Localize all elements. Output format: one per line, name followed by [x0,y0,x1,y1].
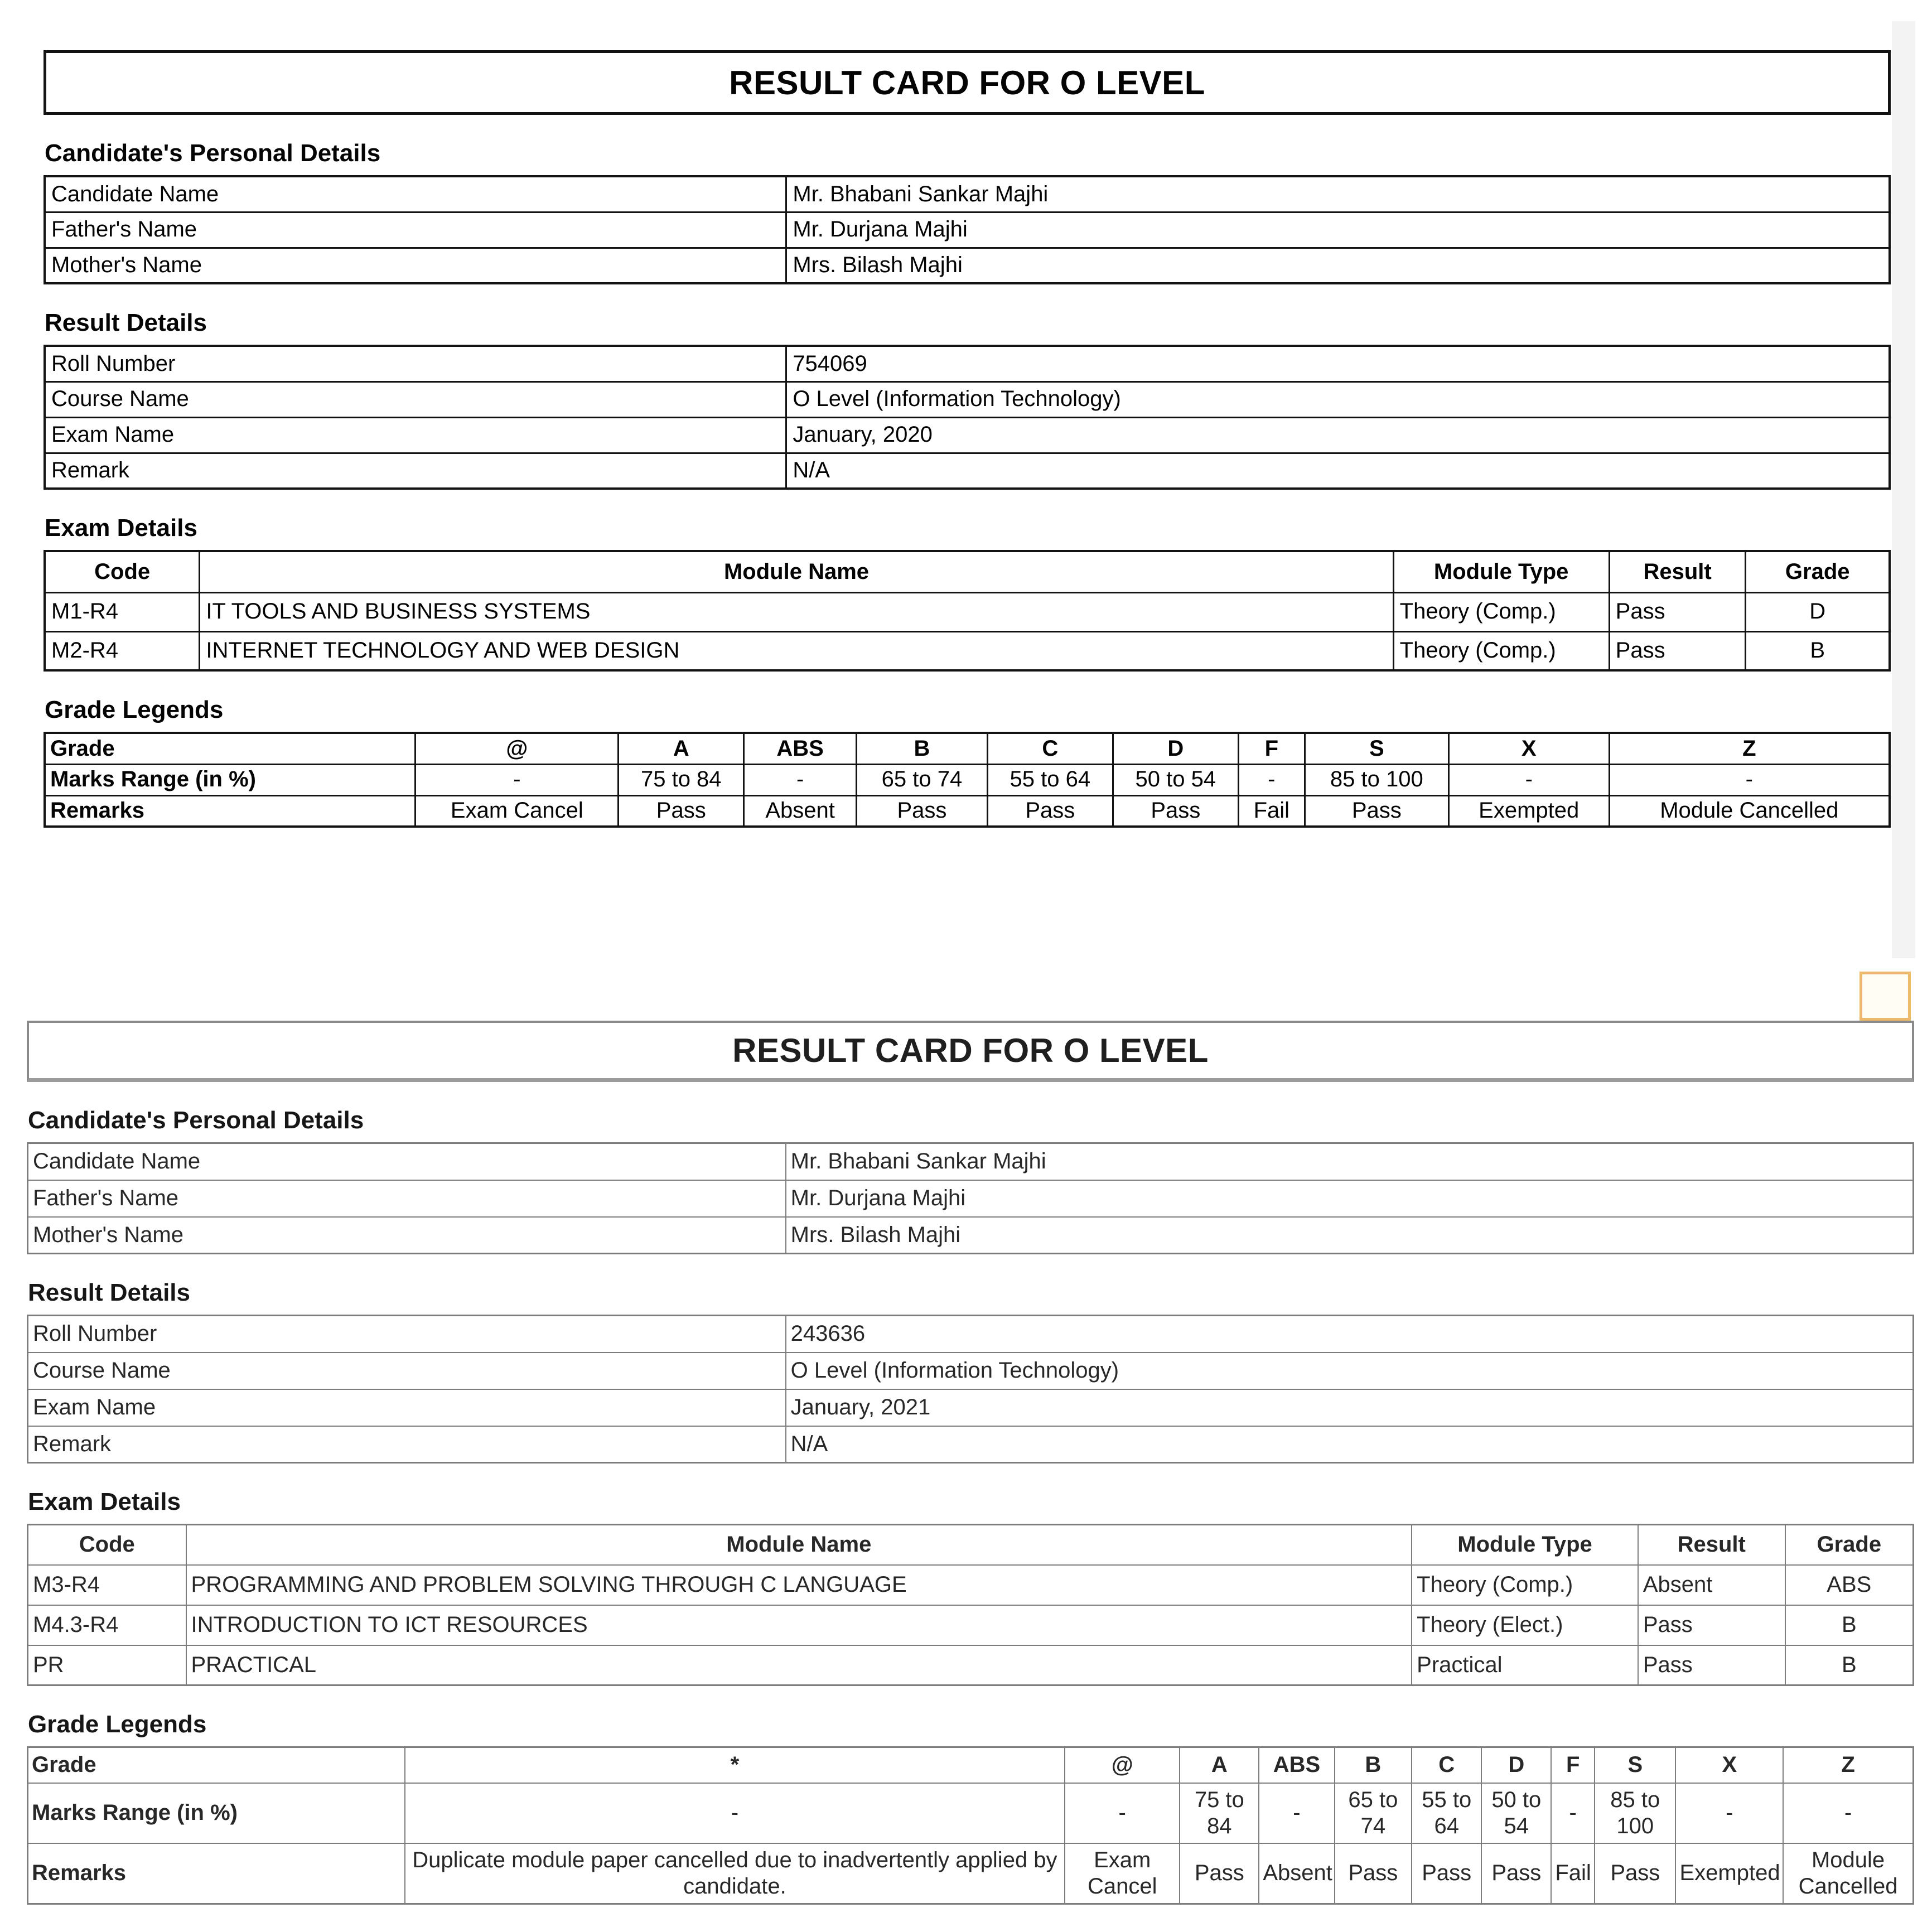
card1-exam-heading: Exam Details [45,514,197,542]
card2-personal-heading: Candidate's Personal Details [28,1107,364,1134]
remark: Module Cancelled [1783,1843,1913,1904]
grade-header: * [405,1747,1065,1783]
card1-result-heading: Result Details [45,309,207,336]
marks-range: - [1783,1783,1913,1843]
cell-module-name: PROGRAMMING AND PROBLEM SOLVING THROUGH C LANGUAGE [186,1565,1412,1605]
row-label: Candidate Name [28,1143,786,1180]
col-header-grade: Grade [1785,1525,1914,1565]
cell-code: M1-R4 [45,592,200,631]
remark: Pass [1595,1843,1675,1904]
table-row [28,1426,1914,1463]
cell-result: Pass [1638,1605,1785,1645]
card2-result-heading: Result Details [28,1279,190,1306]
remark: Exam Cancel [416,795,619,827]
row-value: 754069 [786,346,1890,381]
remark: Pass [987,795,1113,827]
table-row [28,1143,1914,1180]
row-value: O Level (Information Technology) [786,1353,1914,1389]
grade-header: D [1481,1747,1551,1783]
scrollbar-track[interactable] [1892,21,1915,958]
row-value: O Level (Information Technology) [786,381,1890,417]
grade-header: S [1305,733,1448,764]
cell-code: M3-R4 [28,1565,186,1605]
cell-module-type: Theory (Comp.) [1412,1565,1638,1605]
cell-code: M4.3-R4 [28,1605,186,1645]
row-label: Course Name [28,1353,786,1389]
legend-remarks-label: Remarks [45,795,416,827]
cell-grade: B [1785,1605,1914,1645]
remark: Exam Cancel [1065,1843,1180,1904]
grade-header: @ [1065,1747,1180,1783]
card2-personal-table [27,1142,1914,1254]
marks-range: - [1551,1783,1595,1843]
remark: Pass [1180,1843,1259,1904]
grade-header: D [1113,733,1238,764]
cell-result: Pass [1609,592,1746,631]
row-label: Course Name [45,381,786,417]
result-card-1 [44,50,1891,828]
grade-header: B [1335,1747,1412,1783]
cell-module-type: Theory (Elect.) [1412,1605,1638,1645]
remark: Absent [1259,1843,1334,1904]
marks-range: - [405,1783,1065,1843]
grade-header: @ [416,733,619,764]
remark: Pass [1305,795,1448,827]
remark: Exempted [1448,795,1609,827]
row-label: Father's Name [45,212,786,248]
marks-range: - [416,764,619,795]
grade-header: A [619,733,744,764]
card1-exam-table [44,550,1891,672]
table-row [28,1645,1914,1685]
row-label: Mother's Name [28,1217,786,1254]
legend-remarks-label: Remarks [28,1843,405,1904]
card1-personal-heading: Candidate's Personal Details [45,139,381,167]
row-value: Mrs. Bilash Majhi [786,1217,1914,1254]
card2-legends-heading: Grade Legends [28,1711,207,1738]
table-row [45,212,1890,248]
row-value: Mr. Durjana Majhi [786,212,1890,248]
grade-header: ABS [1259,1747,1334,1783]
row-value: January, 2021 [786,1389,1914,1426]
row-label: Remark [45,453,786,489]
cell-module-name: PRACTICAL [186,1645,1412,1685]
marks-range: 50 to 54 [1113,764,1238,795]
card1-personal-table [44,175,1891,284]
cell-result: Pass [1638,1645,1785,1685]
remark: Absent [744,795,857,827]
card1-grade-legends-table [44,732,1891,828]
col-header-code: Code [28,1525,186,1565]
grade-header: Z [1609,733,1890,764]
row-value: Mr. Durjana Majhi [786,1180,1914,1217]
grade-header: A [1180,1747,1259,1783]
cell-module-name: INTERNET TECHNOLOGY AND WEB DESIGN [200,631,1393,670]
cell-result: Pass [1609,631,1746,670]
cell-module-type: Practical [1412,1645,1638,1685]
card2-title: RESULT CARD FOR O LEVEL [732,1032,1209,1069]
grade-header: F [1238,733,1305,764]
remark: Pass [1335,1843,1412,1904]
table-row [28,1783,1914,1843]
row-label: Remark [28,1426,786,1463]
remark: Pass [1113,795,1238,827]
marks-range: - [744,764,857,795]
table-row [45,176,1890,212]
col-header-module-type: Module Type [1412,1525,1638,1565]
marks-range: - [1609,764,1890,795]
marks-range: - [1238,764,1305,795]
legend-marks-label: Marks Range (in %) [28,1783,405,1843]
table-row [45,631,1890,670]
cell-code: PR [28,1645,186,1685]
remark: Fail [1551,1843,1595,1904]
row-label: Mother's Name [45,248,786,283]
cell-module-type: Theory (Comp.) [1393,592,1609,631]
table-row [28,1605,1914,1645]
table-row [45,381,1890,417]
table-row [28,1389,1914,1426]
marks-range: - [1675,1783,1783,1843]
table-header-row [28,1747,1914,1783]
col-header-grade: Grade [1746,551,1890,592]
table-row [45,453,1890,489]
table-row [45,417,1890,453]
cell-module-name: INTRODUCTION TO ICT RESOURCES [186,1605,1412,1645]
legend-grade-label: Grade [45,733,416,764]
marks-range: 85 to 100 [1595,1783,1675,1843]
table-row [45,764,1890,795]
table-header-row [45,733,1890,764]
table-row [45,346,1890,381]
table-row [28,1316,1914,1353]
cell-module-name: IT TOOLS AND BUSINESS SYSTEMS [200,592,1393,631]
col-header-module-name: Module Name [200,551,1393,592]
table-row [28,1217,1914,1254]
grade-header: S [1595,1747,1675,1783]
table-row [45,592,1890,631]
marks-range: 65 to 74 [1335,1783,1412,1843]
cell-grade: B [1746,631,1890,670]
marks-range: 55 to 64 [987,764,1113,795]
table-row [28,1843,1914,1904]
table-row [28,1565,1914,1605]
remark: Pass [1481,1843,1551,1904]
table-row [45,248,1890,283]
remark: Pass [1412,1843,1481,1904]
result-card-2 [27,1021,1914,1905]
marks-range: 55 to 64 [1412,1783,1481,1843]
remark: Pass [619,795,744,827]
grade-header: F [1551,1747,1595,1783]
row-value: Mr. Bhabani Sankar Majhi [786,176,1890,212]
row-label: Roll Number [45,346,786,381]
card2-result-table [27,1315,1914,1464]
legend-grade-label: Grade [28,1747,405,1783]
card1-legends-heading: Grade Legends [45,696,224,723]
row-value: January, 2020 [786,417,1890,453]
table-header-row [45,551,1890,592]
table-row [28,1180,1914,1217]
legend-marks-label: Marks Range (in %) [45,764,416,795]
col-header-result: Result [1609,551,1746,592]
marks-range: - [1065,1783,1180,1843]
row-label: Roll Number [28,1316,786,1353]
col-header-result: Result [1638,1525,1785,1565]
remark: Exempted [1675,1843,1783,1904]
remark: Module Cancelled [1609,795,1890,827]
marks-range: - [1259,1783,1334,1843]
table-row [28,1353,1914,1389]
card1-title-box [44,50,1891,115]
card2-title-box [27,1021,1914,1082]
col-header-module-name: Module Name [186,1525,1412,1565]
row-value: 243636 [786,1316,1914,1353]
row-value: Mr. Bhabani Sankar Majhi [786,1143,1914,1180]
row-label: Exam Name [28,1389,786,1426]
focus-highlight-box [1859,972,1911,1021]
row-label: Exam Name [45,417,786,453]
grade-header: B [857,733,988,764]
remark: Fail [1238,795,1305,827]
grade-header: X [1448,733,1609,764]
row-value: N/A [786,1426,1914,1463]
marks-range: - [1448,764,1609,795]
card2-exam-heading: Exam Details [28,1488,181,1515]
grade-header: C [1412,1747,1481,1783]
row-label: Candidate Name [45,176,786,212]
grade-header: Z [1783,1747,1913,1783]
marks-range: 50 to 54 [1481,1783,1551,1843]
table-row [45,795,1890,827]
col-header-code: Code [45,551,200,592]
card1-result-table [44,345,1891,490]
grade-header: ABS [744,733,857,764]
marks-range: 75 to 84 [619,764,744,795]
card1-title: RESULT CARD FOR O LEVEL [729,64,1205,102]
row-value: N/A [786,453,1890,489]
row-label: Father's Name [28,1180,786,1217]
cell-module-type: Theory (Comp.) [1393,631,1609,670]
row-value: Mrs. Bilash Majhi [786,248,1890,283]
marks-range: 85 to 100 [1305,764,1448,795]
cell-grade: D [1746,592,1890,631]
remark: Duplicate module paper cancelled due to inadvertently applied by candidate. [405,1843,1065,1904]
card2-grade-legends-table [27,1746,1914,1905]
cell-code: M2-R4 [45,631,200,670]
col-header-module-type: Module Type [1393,551,1609,592]
cell-result: Absent [1638,1565,1785,1605]
card2-exam-table [27,1524,1914,1686]
grade-header: C [987,733,1113,764]
grade-header: X [1675,1747,1783,1783]
marks-range: 65 to 74 [857,764,988,795]
cell-grade: B [1785,1645,1914,1685]
table-header-row [28,1525,1914,1565]
marks-range: 75 to 84 [1180,1783,1259,1843]
cell-grade: ABS [1785,1565,1914,1605]
remark: Pass [857,795,988,827]
